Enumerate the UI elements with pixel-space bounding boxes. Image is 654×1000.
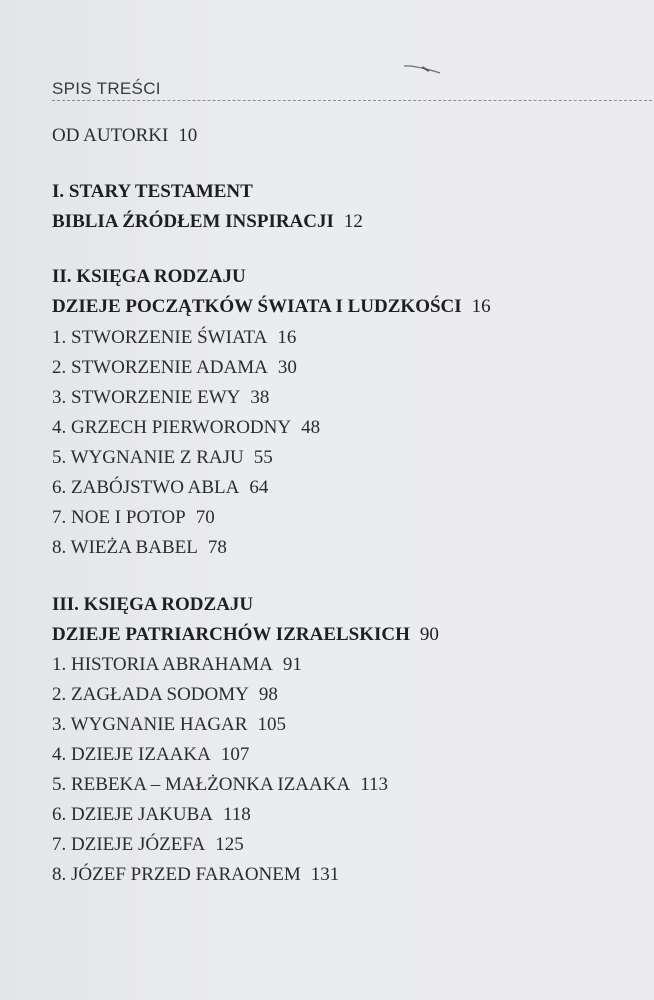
toc-entry-title: 7. NOE I POTOP	[52, 507, 186, 528]
toc-entry	[52, 327, 296, 349]
toc-page-number: 55	[253, 447, 273, 468]
toc-entry	[52, 774, 388, 796]
toc-page-number: 64	[249, 477, 269, 498]
toc-entry	[52, 477, 268, 499]
toc-heading	[52, 181, 253, 203]
toc-page-number: 10	[178, 125, 198, 146]
toc-page-number: 38	[250, 387, 270, 408]
toc-entry-title: III. KSIĘGA RODZAJU	[52, 594, 254, 615]
toc-entry-title: 6. DZIEJE JAKUBA	[52, 804, 213, 825]
toc-entry-title: 2. STWORZENIE ADAMA	[52, 357, 268, 378]
toc-entry-title: BIBLIA ŹRÓDŁEM INSPIRACJI	[52, 211, 334, 232]
toc-entry	[52, 507, 215, 529]
toc-entry-title: 3. WYGNANIE HAGAR	[52, 714, 248, 735]
toc-entry-title: OD AUTORKI	[52, 125, 169, 146]
toc-heading	[52, 211, 363, 233]
toc-entry-title: 1. HISTORIA ABRAHAMA	[52, 654, 273, 675]
toc-page-number: 107	[220, 744, 250, 765]
toc-entry-title: 2. ZAGŁADA SODOMY	[52, 684, 249, 705]
toc-page-number: 113	[360, 774, 388, 795]
toc-entry	[52, 125, 197, 147]
toc-entry-title: 8. WIEŻA BABEL	[52, 537, 198, 558]
toc-entry-title: 1. STWORZENIE ŚWIATA	[52, 327, 268, 348]
toc-entry-title: 4. GRZECH PIERWORODNY	[52, 417, 292, 438]
toc-page-number: 16	[277, 327, 297, 348]
toc-page-number: 90	[419, 624, 439, 645]
toc-entry-title: 8. JÓZEF PRZED FARAONEM	[52, 864, 301, 885]
toc-page-number: 98	[258, 684, 278, 705]
toc-page-number: 125	[215, 834, 244, 855]
toc-entry	[52, 684, 278, 706]
toc-page-number: 16	[471, 296, 491, 317]
toc-page-number: 131	[310, 864, 340, 885]
toc-heading	[52, 624, 439, 646]
toc-heading	[52, 594, 253, 616]
toc-entry-title: 5. REBEKA – MAŁŻONKA IZAAKA	[52, 774, 351, 795]
toc-entry-title: 6. ZABÓJSTWO ABLA	[52, 477, 240, 498]
toc-page-number: 48	[301, 417, 321, 438]
toc-header: SPIS TREŚCI	[52, 79, 161, 98]
ink-smudge-mark	[402, 62, 442, 74]
toc-entry-title: 5. WYGNANIE Z RAJU	[52, 447, 244, 468]
toc-heading	[52, 266, 246, 288]
toc-heading	[52, 296, 491, 318]
toc-entry-title: DZIEJE PATRIARCHÓW IZRAELSKICH	[52, 624, 410, 645]
toc-entry-title: 4. DZIEJE IZAAKA	[52, 744, 211, 765]
toc-page-number: 70	[195, 507, 215, 528]
toc-entry	[52, 387, 269, 409]
toc-entry-title: DZIEJE POCZĄTKÓW ŚWIATA I LUDZKOŚCI	[52, 296, 462, 317]
toc-entry-title: 7. DZIEJE JÓZEFA	[52, 834, 206, 855]
toc-page-number: 30	[277, 357, 297, 378]
toc-entry-title: I. STARY TESTAMENT	[52, 181, 253, 202]
toc-entry	[52, 654, 302, 676]
toc-page-number: 78	[207, 537, 227, 558]
toc-entry-title: 3. STWORZENIE EWY	[52, 387, 241, 408]
toc-entry	[52, 804, 251, 826]
toc-entry	[52, 744, 249, 766]
toc-entry	[52, 864, 339, 886]
toc-page-number: 12	[343, 211, 363, 232]
toc-entry	[52, 417, 320, 439]
header-divider	[52, 100, 652, 101]
toc-entry	[52, 714, 286, 736]
toc-entry	[52, 357, 297, 379]
toc-page-number: 91	[282, 654, 302, 675]
toc-entry	[52, 447, 273, 469]
toc-entry-title: II. KSIĘGA RODZAJU	[52, 266, 246, 287]
toc-entry	[52, 537, 227, 559]
toc-page-number: 118	[222, 804, 251, 825]
toc-page-number: 105	[257, 714, 286, 735]
toc-entry	[52, 834, 244, 856]
